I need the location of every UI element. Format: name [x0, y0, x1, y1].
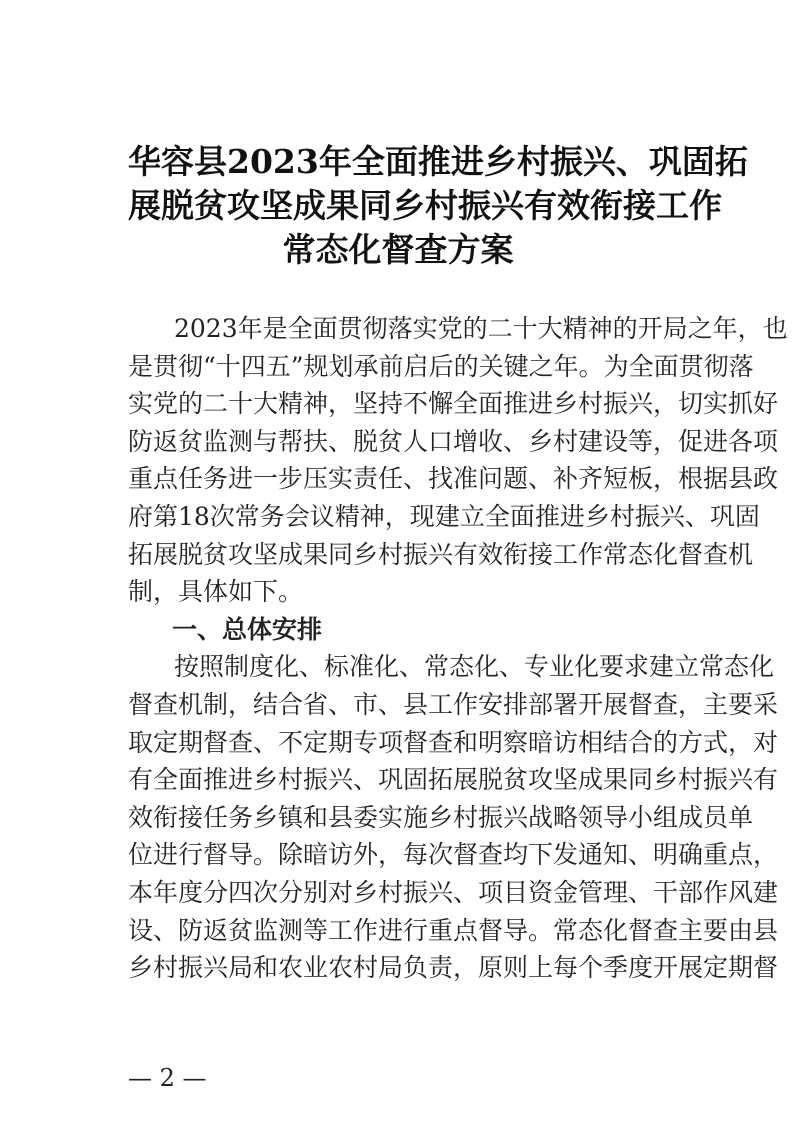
- page-number: — 2 —: [128, 1064, 207, 1092]
- section-heading: 一、总体安排: [172, 614, 323, 644]
- paragraph-line: 是贯彻“十四五”规划承前启后的关键之年。为全面贯彻落: [128, 351, 754, 381]
- paragraph-line: 实党的二十大精神，坚持不懈全面推进乡村振兴，切实抓好: [128, 389, 779, 419]
- title-line: 常态化督查方案: [282, 230, 514, 269]
- paragraph-line: 督查机制，结合省、市、县工作安排部署开展督查，主要采: [128, 689, 779, 719]
- paragraph-line: 制，具体如下。: [128, 577, 304, 607]
- paragraph-line: 本年度分四次分别对乡村振兴、项目资金管理、干部作风建: [128, 877, 779, 907]
- paragraph-line: 有全面推进乡村振兴、巩固拓展脱贫攻坚成果同乡村振兴有: [128, 765, 779, 795]
- paragraph-line: 拓展脱贫攻坚成果同乡村振兴有效衔接工作常态化督查机: [128, 539, 754, 569]
- paragraph-line: 效衔接任务乡镇和县委实施乡村振兴战略领导小组成员单: [128, 802, 754, 832]
- paragraph-line: 防返贫监测与帮扶、脱贫人口增收、乡村建设等，促进各项: [128, 426, 779, 456]
- title-line: 展脱贫攻坚成果同乡村振兴有效衔接工作: [128, 186, 722, 225]
- paragraph-line: 重点任务进一步压实责任、找准问题、补齐短板，根据县政: [128, 464, 779, 494]
- document-title: [128, 140, 748, 272]
- paragraph-line: 位进行督导。除暗访外，每次督查均下发通知、明确重点，: [128, 840, 779, 870]
- paragraph-line: 设、防返贫监测等工作进行重点督导。常态化督查主要由县: [128, 915, 779, 945]
- paragraph-line: 乡村振兴局和农业农村局负责，原则上每个季度开展定期督: [128, 953, 779, 983]
- paragraph-line: 取定期督查、不定期专项督查和明察暗访相结合的方式，对: [128, 727, 779, 757]
- paragraph-line: 府第18次常务会议精神，现建立全面推进乡村振兴、巩固: [128, 501, 760, 531]
- paragraph-line: 2023年是全面贯彻落实党的二十大精神的开局之年，也: [174, 314, 788, 343]
- document-body: [128, 310, 788, 987]
- title-line: 华容县2023年全面推进乡村振兴、巩固拓: [128, 142, 748, 181]
- paragraph-line: 按照制度化、标准化、常态化、专业化要求建立常态化: [174, 652, 775, 682]
